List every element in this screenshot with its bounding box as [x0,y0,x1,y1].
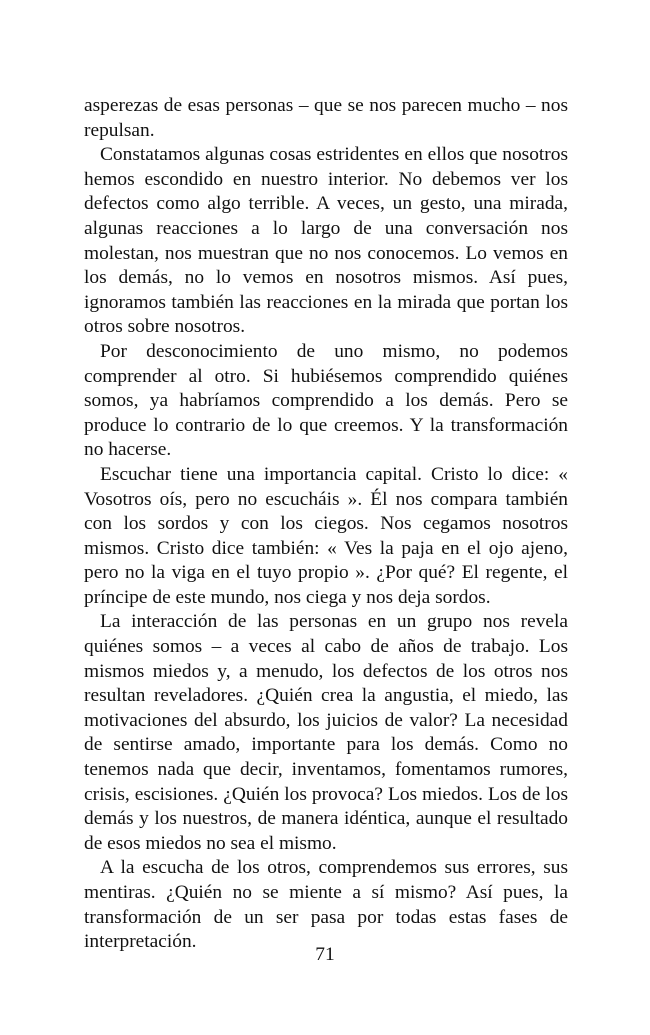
paragraph: A la escucha de los otros, comprendemos sus errores, sus mentiras. ¿Quién no se miente a sí mismo? Así pues, la transformación de un ser pasa por todas estas fases de interpretación. [84,857,568,953]
paragraph-continued: asperezas de esas personas – que se nos parecen mucho – nos repulsan. [84,95,568,141]
paragraph: Escuchar tiene una importancia capital. Cristo lo dice: « Vosotros oís, pero no escucháis ». Él nos compara también con los sordos y con los ciegos. Nos cegamos nosotros mismos. Cristo dice también: « Ves la paja en el ojo ajeno, pero no la viga en el tuyo propio ». ¿Por qué? El regente, el príncipe de este mundo, nos ciega y nos deja sordos. [84,463,568,608]
paragraph: La interacción de las personas en un grupo nos revela quiénes somos – a veces al cabo de años de trabajo. Los mismos miedos y, a menudo, los defectos de los otros nos resultan reveladores. ¿Quién crea la angustia, el miedo, las motivaciones del absurdo, los juicios de valor? La necesidad de sentirse amado, importante para los demás. Como no tenemos nada que decir, inventamos, fomentamos rumores, crisis, escisiones. ¿Quién los provoca? Los miedos. Los de los demás y los nuestros, de manera idéntica, aunque el resultado de esos miedos no sea el mismo. [84,611,568,854]
page-number: 71 [315,944,335,965]
paragraph: Constatamos algunas cosas estridentes en ellos que nosotros hemos escondido en nuestro interior. No debemos ver los defectos como algo terrible. A veces, un gesto, una mirada, algunas reacciones a lo largo de una conversación nos molestan, nos muestran que no nos conocemos. Lo vemos en los demás, no lo vemos en nosotros mismos. Así pues, ignoramos también las reacciones en la mirada que portan los otros sobre nosotros. [84,144,568,338]
page-body [84,94,568,955]
paragraph: Por desconocimiento de uno mismo, no podemos comprender al otro. Si hubiésemos comprendido quiénes somos, ya habríamos comprendido a los demás. Pero se produce lo contrario de lo que creemos. Y la transformación no hacerse. [84,340,568,461]
